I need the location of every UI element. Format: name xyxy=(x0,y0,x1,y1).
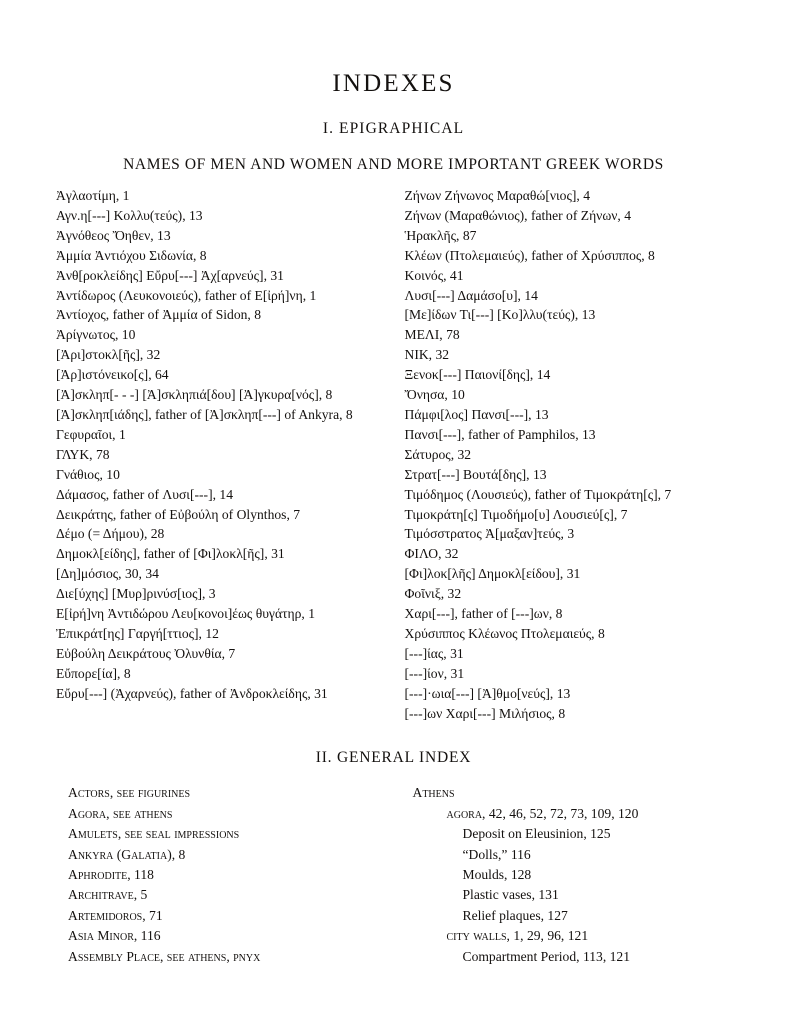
general-index-entry: Plastic vases, 131 xyxy=(462,887,559,903)
index-entry: ΜΕΛΙ, 78 xyxy=(404,327,460,343)
index-entry: ΓΛΥΚ, 78 xyxy=(56,446,110,462)
index-entry: Ζήνων Ζήνωνος Μαραθώ[νιος], 4 xyxy=(404,188,590,203)
index-entry: Εὔπορε[ία], 8 xyxy=(56,665,131,681)
general-index-left-column xyxy=(56,783,387,967)
index-entry: Ἀγνόθεος Ὄηθεν, 13 xyxy=(56,227,171,243)
index-entry: Δεικράτης, father of Εὐβούλη of Olynthos, 7 xyxy=(56,506,301,522)
epigraphical-right-list xyxy=(405,186,732,723)
index-entry: Πάμφι[λος] Πανσι[---], 13 xyxy=(404,406,549,422)
index-entry: Ἀρίγνωτος, 10 xyxy=(56,327,136,343)
index-entry: Δάμασος, father of Λυσι[---], 14 xyxy=(56,486,233,502)
index-entry: Δέμο (= Δήμου), 28 xyxy=(56,526,165,542)
general-index-entry: Architrave, 5 xyxy=(68,887,148,903)
index-entry: Στρατ[---] Βουτά[δης], 13 xyxy=(404,466,547,482)
general-index-entry: Aphrodite, 118 xyxy=(68,867,154,883)
page-title: INDEXES xyxy=(332,70,455,97)
index-entry: Εὔρυ[---] (Ἀχαρνεύς), father of Ἀνδροκλείδης, 31 xyxy=(56,685,328,701)
general-index-entry: Deposit on Eleusinion, 125 xyxy=(462,826,611,842)
general-index-entry: Assembly Place, see athens, pnyx xyxy=(68,948,261,964)
index-entry: Ὄνησα, 10 xyxy=(404,387,465,403)
index-entry: Κοινός, 41 xyxy=(404,267,464,283)
index-entry: Κλέων (Πτολεμαιεύς), father of Χρύσιππος, 8 xyxy=(404,247,655,263)
general-index-entry: “Dolls,” 116 xyxy=(462,846,531,862)
index-entry: Ἀντίοχος, father of Ἀμμία of Sidon, 8 xyxy=(56,307,262,323)
index-entry: Ε[ἰρή]νη Ἀντιδώρου Λευ[κονοι]έως θυγάτηρ, 1 xyxy=(56,606,316,622)
index-entry: Διε[ύχης] [Μυρ]ρινύσ[ιος], 3 xyxy=(56,586,216,602)
general-index-right-column xyxy=(409,783,732,967)
index-entry: Ἀμμία Ἀντιόχου Σιδωνία, 8 xyxy=(56,247,207,263)
index-entry: [Ἀ]σκληπ[ιάδης], father of [Ἀ]σκληπ[---] of Ankyra, 8 xyxy=(56,406,353,422)
general-index-entry: Ankyra (Galatia), 8 xyxy=(68,846,186,862)
epigraphical-left-list xyxy=(56,186,383,704)
section-heading-epigraphical: I. EPIGRAPHICAL xyxy=(322,120,465,137)
index-entry: [---]ίας, 31 xyxy=(404,645,464,661)
index-entry: Φοῖνιξ, 32 xyxy=(404,586,462,602)
index-entry: Ἀγλαοτίμη, 1 xyxy=(56,188,130,203)
general-index-entry: Amulets, see seal impressions xyxy=(68,826,240,842)
index-entry: Ξενοκ[---] Παιονί[δης], 14 xyxy=(404,367,551,383)
general-index-columns xyxy=(56,783,731,967)
general-index-entry: Actors, see figurines xyxy=(68,785,191,801)
index-entry: [Ἀ]σκληπ[- - -] [Ἀ]σκληπιά[δου] [Ἀ]γκυρα[νός], 8 xyxy=(56,387,333,403)
general-index-entry: city walls, 1, 29, 96, 121 xyxy=(446,928,589,944)
index-entry: Αγν.η[---] Κολλυ(τεύς), 13 xyxy=(56,207,203,223)
index-entry: ΦΙΛΟ, 32 xyxy=(404,546,459,562)
general-index-right-list xyxy=(413,783,732,967)
index-entry: Ἀνθ[ροκλείδης] Εὔρυ[---] Ἀχ[αρνεύς], 31 xyxy=(56,267,284,283)
index-entry: Ζήνων (Μαραθώνιος), father of Ζήνων, 4 xyxy=(404,207,632,223)
general-index-entry: Athens xyxy=(412,785,455,801)
index-entry: Τιμόσστρατος Ἀ[μαξαν]τεύς, 3 xyxy=(404,526,575,542)
index-entry: Σάτυρος, 32 xyxy=(404,446,472,462)
index-entry: [---]ων Χαρι[---] Μιλήσιος, 8 xyxy=(404,705,566,721)
index-entry: Γεφυραῖοι, 1 xyxy=(56,426,126,442)
index-entry: Τιμοκράτη[ς] Τιμοδήμο[υ] Λουσιεύ[ς], 7 xyxy=(404,506,628,522)
index-entry: Ἡρακλῆς, 87 xyxy=(404,227,477,243)
epigraphical-left-column xyxy=(56,186,383,723)
general-index-entry: Artemidoros, 71 xyxy=(68,907,163,923)
index-entry: [Ἀρ]ιστόνεικο[ς], 64 xyxy=(56,367,169,383)
general-index-entry: Compartment Period, 113, 121 xyxy=(462,948,631,964)
subsection-heading-names: NAMES OF MEN AND WOMEN AND MORE IMPORTANT GREEK WORDS xyxy=(123,156,664,173)
index-entry: [Με]ίδων Τι[---] [Κο]λλυ(τεύς), 13 xyxy=(404,307,596,323)
index-entry: Εὐβούλη Δεικράτους Ὀλυνθία, 7 xyxy=(56,645,236,661)
index-entry: Ἐπικράτ[ης] Γαργή[ττιος], 12 xyxy=(56,625,219,641)
index-entry: Λυσι[---] Δαμάσο[υ], 14 xyxy=(404,287,538,303)
index-entry: Ἀντίδωρος (Λευκονοιεύς), father of Ε[ἰρή]νη, 1 xyxy=(56,287,317,303)
general-index-entry: Agora, see athens xyxy=(68,805,173,821)
index-entry: [Δη]μόσιος, 30, 34 xyxy=(56,566,159,582)
index-entry: [---]ίον, 31 xyxy=(404,665,465,681)
index-entry: ΝΙΚ, 32 xyxy=(404,347,450,363)
index-entry: [Ἀρι]στοκλ[ῆς], 32 xyxy=(56,347,161,363)
index-entry: Πανσι[---], father of Pamphilos, 13 xyxy=(404,426,596,442)
index-entry: Χρύσιππος Κλέωνος Πτολεμαιεύς, 8 xyxy=(404,625,605,641)
epigraphical-right-column xyxy=(405,186,732,723)
index-entry: [---]·ωια[---] [Ἀ]θμο[νεύς], 13 xyxy=(404,685,571,701)
general-index-left-list xyxy=(68,783,387,967)
general-index-entry: Asia Minor, 116 xyxy=(68,928,161,944)
general-index-entry: agora, 42, 46, 52, 72, 73, 109, 120 xyxy=(446,805,639,821)
index-entry: Χαρι[---], father of [---]ων, 8 xyxy=(404,606,563,622)
index-entry: [Φι]λοκ[λῆς] Δημοκλ[είδου], 31 xyxy=(404,566,581,582)
index-entry: Γνάθιος, 10 xyxy=(56,466,120,482)
general-index-entry: Relief plaques, 127 xyxy=(462,907,568,923)
epigraphical-columns xyxy=(56,186,731,723)
general-index-entry: Moulds, 128 xyxy=(462,867,532,883)
index-entry: Δημοκλ[είδης], father of [Φι]λοκλ[ῆς], 31 xyxy=(56,546,285,562)
index-entry: Τιμόδημος (Λουσιεύς), father of Τιμοκράτη[ς], 7 xyxy=(404,486,672,502)
section-heading-general-index: II. GENERAL INDEX xyxy=(315,749,472,767)
